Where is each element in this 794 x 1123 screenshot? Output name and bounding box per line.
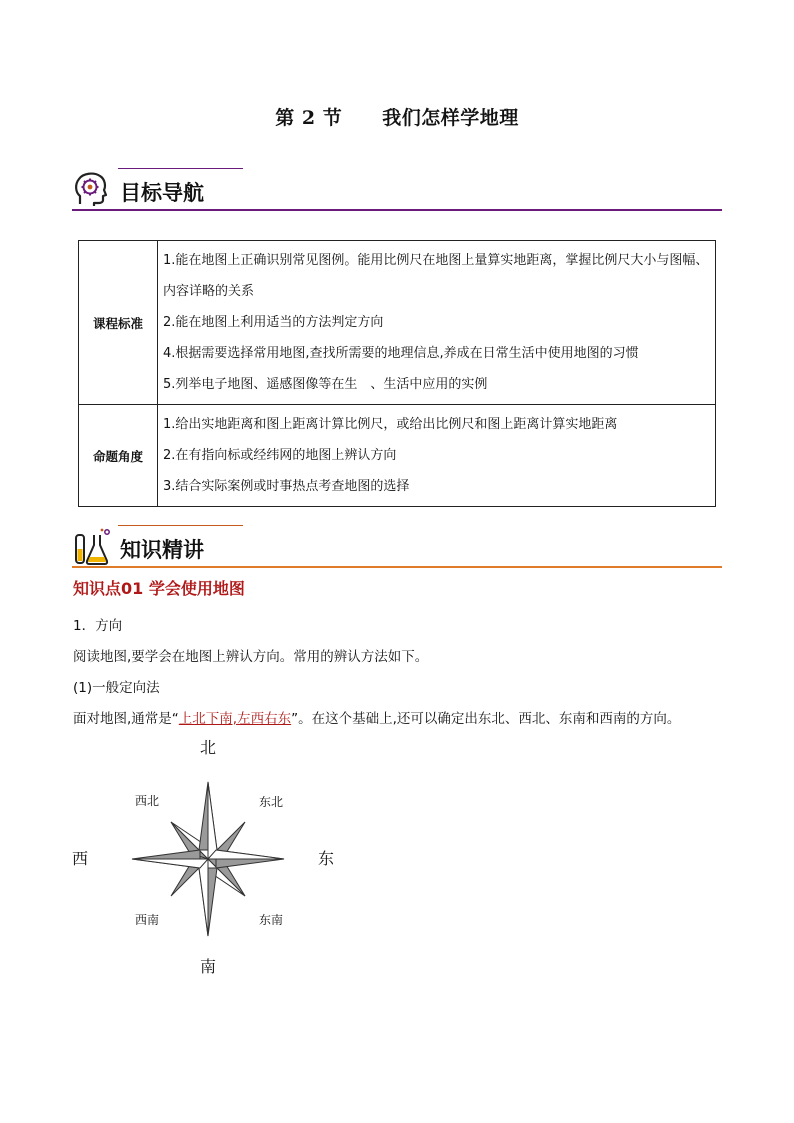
section-name: 我们怎样学地理 xyxy=(382,107,519,129)
header-top-rule xyxy=(118,525,243,526)
paragraph xyxy=(73,707,680,727)
list-item: 2.能在地图上利用适当的方法判定方向 xyxy=(163,315,384,330)
text: 面对地图,通常是“ xyxy=(73,711,179,727)
section-header-knowledge xyxy=(72,525,722,569)
header-bottom-rule xyxy=(72,209,722,211)
list-item: 1.给出实地距离和图上距离计算比例尺，或给出比例尺和图上距离计算实地距离 xyxy=(163,417,618,432)
list-item: 5.列举电子地图、遥感图像等在生 、生活中应用的实例 xyxy=(163,377,488,392)
emphasis-text: 上北下南,左西右东 xyxy=(178,711,292,727)
label-southeast: 东南 xyxy=(258,913,284,927)
standards-table xyxy=(78,240,716,507)
list-item: 3.结合实际案例或时事热点考查地图的选择 xyxy=(163,479,410,494)
text: ”。在这个基础上,还可以确定出东北、西北、东南和西南的方向。 xyxy=(291,711,681,727)
label-east: 东 xyxy=(317,849,335,868)
compass-rose xyxy=(60,730,360,980)
section-number: 第 2 节 xyxy=(275,107,343,129)
list-item: 4.根据需要选择常用地图,查找所需要的地理信息,养成在日常生活中使用地图的习惯 xyxy=(163,346,639,361)
section-header-goals xyxy=(72,168,722,212)
list-item: 2.在有指向标或经纬网的地图上辨认方向 xyxy=(163,448,397,463)
header-bottom-rule xyxy=(72,566,722,568)
label-south: 南 xyxy=(199,957,217,976)
row-header: 课程标准 xyxy=(79,241,158,405)
table-row xyxy=(79,241,716,405)
paragraph: (1)一般定向法 xyxy=(73,680,160,696)
paragraph: 阅读地图,要学会在地图上辨认方向。常用的辨认方法如下。 xyxy=(73,649,429,665)
label-northeast: 东北 xyxy=(258,795,284,809)
knowledge-point-title: 知识点01 学会使用地图 xyxy=(73,579,245,598)
label-west: 西 xyxy=(71,849,89,868)
lab-flask-icon xyxy=(72,527,112,567)
section-title: 目标导航 xyxy=(120,181,204,205)
table-row xyxy=(79,405,716,507)
page-title xyxy=(0,103,794,130)
label-northwest: 西北 xyxy=(134,794,160,808)
list-item: 1.能在地图上正确识别常见图例。能用比例尺在地图上量算实地距离，掌握比例尺大小与图幅、内容详略的关系 xyxy=(163,253,709,299)
brain-gear-icon xyxy=(72,170,112,210)
row-content xyxy=(158,405,716,507)
row-header: 命题角度 xyxy=(79,405,158,507)
label-southwest: 西南 xyxy=(134,913,160,927)
paragraph: 1．方向 xyxy=(73,618,123,634)
section-title: 知识精讲 xyxy=(120,538,204,562)
label-north: 北 xyxy=(199,738,217,757)
header-top-rule xyxy=(118,168,243,169)
row-content xyxy=(158,241,716,405)
